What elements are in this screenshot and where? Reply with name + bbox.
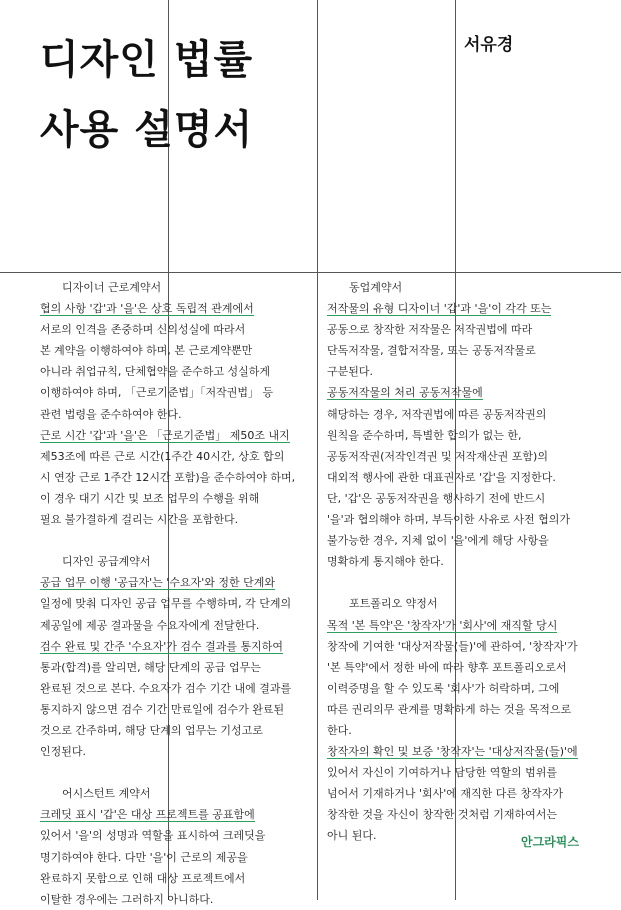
body-line: 완료하지 못함으로 인해 대상 프로젝트에서 [40, 871, 246, 885]
body-line: 필요 불가결하게 걸리는 시간을 포함한다. [40, 513, 239, 527]
body-line: 공동저작물의 처리 공동저작물에 [327, 386, 483, 400]
contract-section [40, 277, 310, 530]
body-line: '본 특약'에서 정한 바에 따라 향후 포트폴리오로서 [327, 660, 567, 674]
vertical-guide-line [317, 0, 318, 900]
section-heading: 디자인 공급계약서 [62, 555, 151, 569]
body-line: 아니라 취업규칙, 단체협약을 준수하고 성실하게 [40, 365, 271, 379]
author-name: 서유경 [464, 35, 514, 55]
body-line: 이탈한 경우에는 그러하지 아니하다. [40, 892, 214, 906]
body-line: 통과(합격)를 알리면, 해당 단계의 공급 업무는 [40, 660, 261, 674]
contract-section [40, 551, 310, 762]
body-line: 인정된다. [40, 745, 87, 759]
body-line: 저작물의 유형 디자이너 '갑'과 '을'이 각각 또는 [327, 302, 552, 316]
body-line: 협의 사항 '갑'과 '을'은 상호 독립적 관계에서 [40, 302, 254, 316]
body-line: 따른 권리의무 관계를 명확하게 하는 것을 목적으로 [327, 702, 572, 716]
body-line: 시 연장 근로 1주간 12시간 포함)을 준수하여야 하며, [40, 470, 296, 484]
contract-section [327, 593, 597, 846]
body-line: 제53조에 따른 근로 시간(1주간 40시간, 상호 합의 [40, 449, 285, 463]
book-title-line-2: 사용 설명서 [40, 107, 254, 153]
body-line: 이 경우 대기 시간 및 보조 업무의 수행을 위해 [40, 491, 260, 505]
body-line: 해당하는 경우, 저작권법에 따른 공동저작권의 [327, 407, 547, 421]
horizontal-guide-line [0, 272, 621, 273]
body-line: 공동으로 창작한 저작물은 저작권법에 따라 [327, 323, 533, 337]
body-line: 구분된다. [327, 365, 374, 379]
body-line: 창작에 기여한 '대상저작물(들)'에 관하여, '창작자'가 [327, 639, 578, 653]
right-text-column [327, 277, 597, 847]
body-line: 불가능한 경우, 지체 없이 '을'에게 해당 사항을 [327, 534, 549, 548]
body-line: 이행하여야 하며, 「근로기준법」「저작권법」 등 [40, 386, 274, 400]
body-line: 창작한 것을 자신이 창작한 것처럼 기재하여서는 [327, 808, 558, 822]
body-line: 명확하게 통지해야 한다. [327, 555, 444, 569]
body-line: 검수 완료 및 간주 '수요자'가 검수 결과를 통지하여 [40, 639, 284, 653]
contract-section [40, 783, 310, 910]
body-line: 제공일에 제공 결과물을 수요자에게 전달한다. [40, 618, 260, 632]
section-heading: 동업계약서 [349, 281, 403, 294]
body-line: 공급 업무 이행 '공급자'는 '수요자'와 정한 단계와 [40, 576, 275, 590]
body-line: 본 계약을 이행하여야 하며, 본 근로계약뿐만 [40, 344, 253, 358]
body-line: 단독저작물, 결합저작물, 또는 공동저작물로 [327, 344, 536, 358]
body-line: 것으로 간주하며, 해당 단계의 업무는 기성고로 [40, 723, 263, 737]
body-line: 근로 시간 '갑'과 '을'은 「근로기준법」 제50조 내지 [40, 428, 290, 442]
body-line: 명기하여야 한다. 다만 '을'이 근로의 제공을 [40, 850, 248, 864]
section-heading: 어시스턴트 계약서 [62, 787, 151, 801]
body-line: 완료된 것으로 본다. 수요자가 검수 기간 내에 결과를 [40, 681, 292, 695]
section-heading: 포트폴리오 약정서 [349, 597, 438, 611]
contract-section [327, 277, 597, 572]
body-line: 원칙을 준수하며, 특별한 합의가 없는 한, [327, 428, 522, 442]
body-line: 단, '갑'은 공동저작권을 행사하기 전에 반드시 [327, 491, 546, 505]
body-line: 서로의 인격을 존중하며 신의성실에 따라서 [40, 323, 246, 337]
body-line: 있어서 '을'의 성명과 역할을 표시하여 크레딧을 [40, 829, 266, 843]
body-line: '을'과 협의해야 하며, 부득이한 사유로 사전 협의가 [327, 513, 571, 527]
body-line: 통지하지 않으면 검수 기간 만료일에 검수가 완료된 [40, 702, 285, 716]
body-line: 일정에 맞춰 디자인 공급 업무를 수행하며, 각 단계의 [40, 597, 292, 611]
body-line: 대외적 행사에 관한 대표권자로 '갑'을 지정한다. [327, 470, 556, 484]
body-line: 공동저작권(저작인격권 및 저작재산권 포함)의 [327, 449, 548, 463]
section-heading: 디자이너 근로계약서 [62, 281, 162, 294]
body-line: 이력증명을 할 수 있도록 '회사'가 허락하며, 그에 [327, 681, 560, 695]
body-line: 창작자의 확인 및 보증 '창작자'는 '대상저작물(들)'에 [327, 745, 578, 759]
body-line: 한다. [327, 723, 352, 737]
publisher-logo: 안그라픽스 [521, 835, 579, 849]
book-title-line-1: 디자인 법률 [40, 37, 254, 83]
body-line: 관련 법령을 준수하여야 한다. [40, 407, 182, 421]
body-line: 넘어서 기재하거나 '회사'에 재직한 다른 창작자가 [327, 787, 564, 801]
body-line: 아니 된다. [327, 829, 377, 843]
body-line: 크레딧 표시 '갑'은 대상 프로젝트를 공표함에 [40, 808, 255, 822]
left-text-column [40, 277, 310, 910]
body-line: 목적 '본 특약'은 '창작자'가 '회사'에 재직할 당시 [327, 618, 558, 632]
body-line: 있어서 자신이 기여하거나 담당한 역할의 범위를 [327, 766, 558, 780]
